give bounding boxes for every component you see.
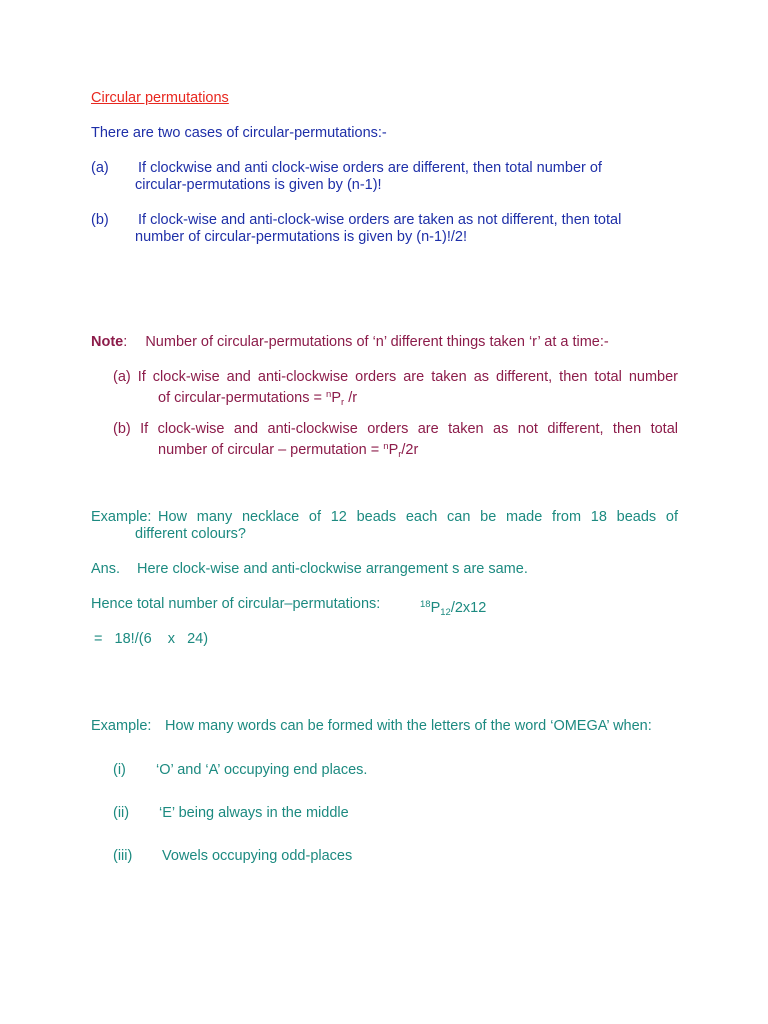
note-item-a-line1: (a) If clock-wise and anti-clockwise orders are taken as different, then total number bbox=[113, 369, 678, 385]
formula-sup: 18 bbox=[420, 599, 431, 610]
note-line bbox=[91, 334, 609, 351]
note-colon: : bbox=[123, 334, 128, 350]
example2-item-ii-text: ‘E’ being always in the middle bbox=[159, 805, 349, 821]
example2-item-iii-label: (iii) bbox=[113, 848, 133, 864]
case-a-line1: If clockwise and anti clock-wise orders are different, then total number of bbox=[138, 160, 602, 176]
case-b-label: (b) bbox=[91, 212, 109, 228]
formula-base: P bbox=[430, 600, 441, 616]
section-heading: Circular permutations bbox=[91, 90, 229, 106]
example2-item-i-text: ‘O’ and ‘A’ occupying end places. bbox=[156, 762, 368, 778]
example2-label: Example: bbox=[91, 718, 152, 734]
note-item-b-sub: r bbox=[398, 449, 402, 460]
example2-item-iii-text: Vowels occupying odd-places bbox=[162, 848, 353, 864]
answer-label: Ans. bbox=[91, 561, 121, 577]
note-text: Number of circular-permutations of ‘n’ different things taken ‘r’ at a time:- bbox=[145, 334, 609, 350]
note-item-b-line1: (b) If clock-wise and anti-clockwise orders are taken as not different, then total bbox=[113, 421, 678, 437]
example1-line2: different colours? bbox=[135, 526, 246, 542]
example1-formula bbox=[420, 596, 486, 621]
formula-sub: 12 bbox=[440, 607, 451, 618]
note-label: Note bbox=[91, 334, 124, 350]
example1-label: Example: bbox=[91, 509, 152, 525]
note-item-a-line2 bbox=[158, 386, 357, 411]
case-b-line1: If clock-wise and anti-clock-wise orders are taken as not different, then total bbox=[138, 212, 622, 228]
case-b-line2: number of circular-permutations is given by (n-1)!/2! bbox=[135, 229, 468, 245]
example2-item-i-label: (i) bbox=[113, 762, 126, 778]
answer-text: Here clock-wise and anti-clockwise arrangement s are same. bbox=[137, 561, 528, 577]
note-item-a-tail: /r bbox=[344, 390, 358, 406]
note-item-a-text: of circular-permutations = bbox=[158, 390, 327, 406]
note-item-a-base: P bbox=[331, 390, 341, 406]
hence-text: Hence total number of circular–permutations: bbox=[91, 596, 381, 612]
example1-result: = 18!/(6 x 24) bbox=[94, 631, 209, 647]
note-item-a-sub: r bbox=[341, 397, 345, 408]
example2-question: How many words can be formed with the letters of the word ‘OMEGA’ when: bbox=[165, 718, 652, 734]
example2-item-ii-label: (ii) bbox=[113, 805, 130, 821]
note-item-b-text: number of circular – permutation = bbox=[158, 442, 384, 458]
note-item-b-sup: n bbox=[383, 441, 389, 452]
formula-tail: /2x12 bbox=[450, 600, 487, 616]
example1-line1: How many necklace of 12 beads each can be made from 18 beads of bbox=[158, 509, 678, 525]
case-a-line2: circular-permutations is given by (n-1)! bbox=[135, 177, 382, 193]
note-item-a-sup: n bbox=[326, 389, 332, 400]
note-item-b-line2 bbox=[158, 438, 418, 463]
note-item-b-base: P bbox=[388, 442, 399, 458]
note-item-b-tail: /2r bbox=[401, 442, 419, 458]
case-a-label: (a) bbox=[91, 160, 109, 176]
intro-text: There are two cases of circular-permutations:- bbox=[91, 125, 387, 141]
